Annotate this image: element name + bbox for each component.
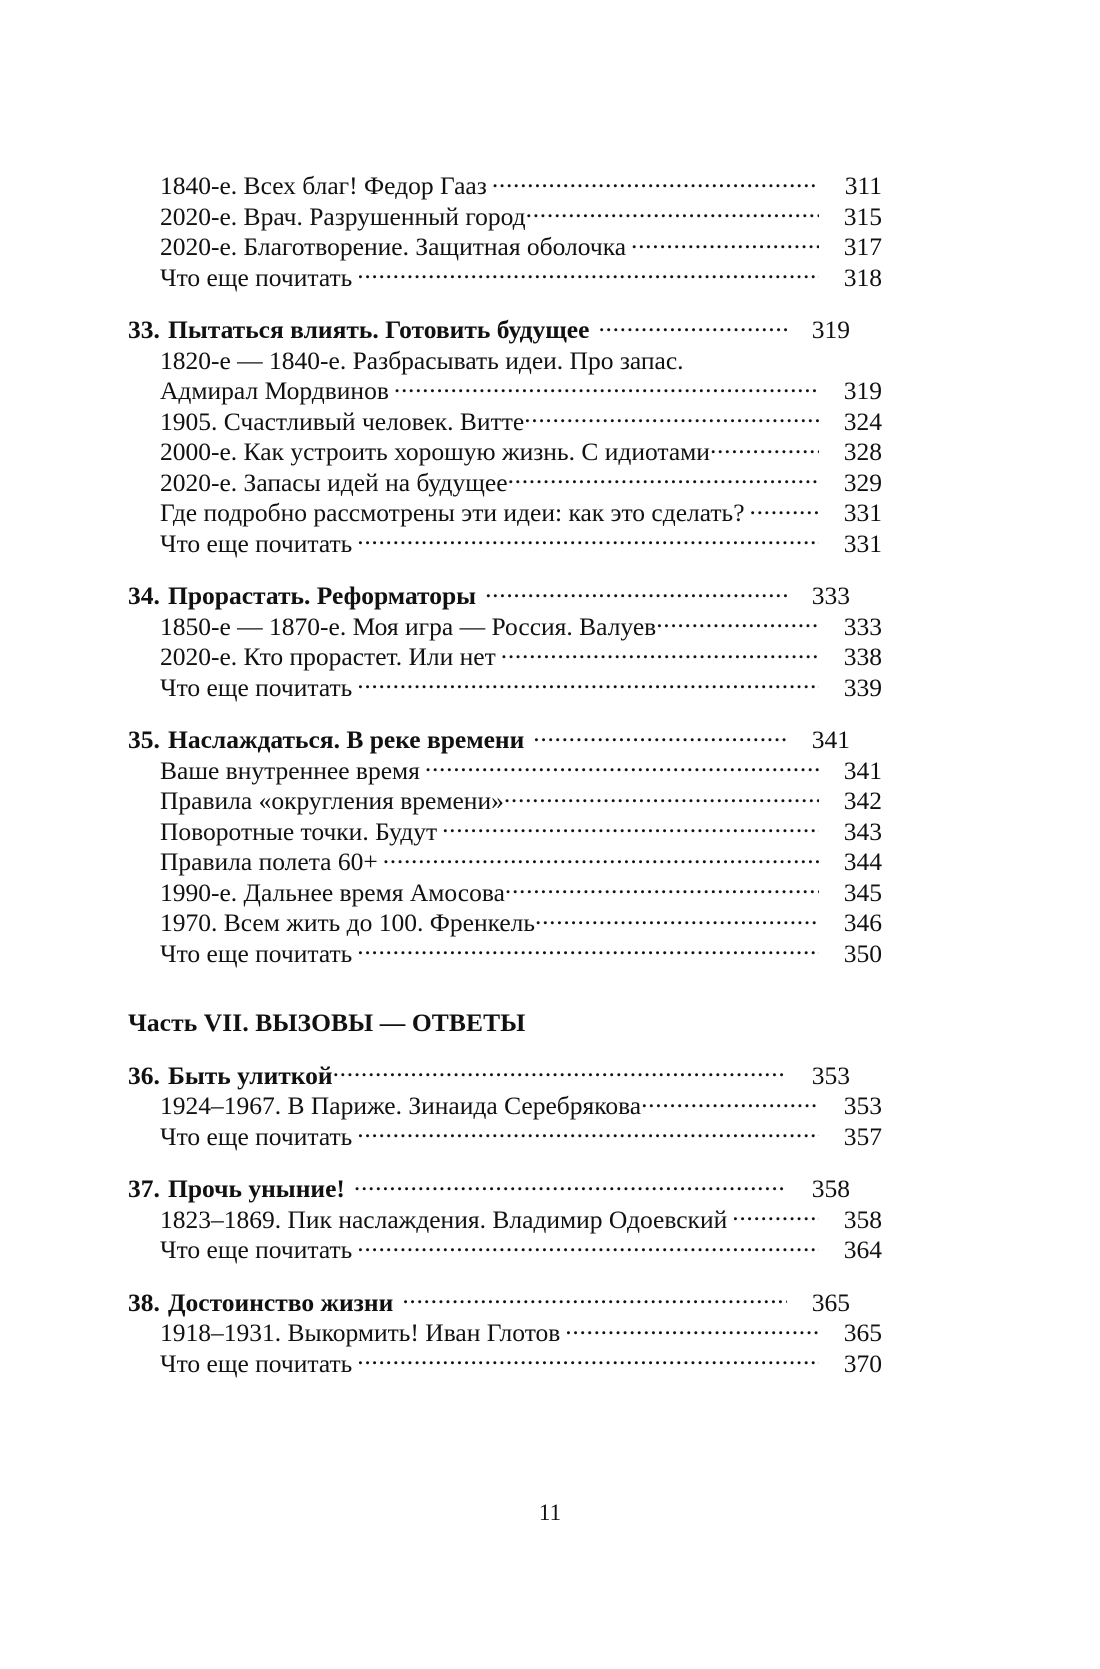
chapter-number: 35. (128, 725, 160, 754)
entry-title: Что еще почитать (160, 1235, 353, 1264)
page-number: 344 (843, 847, 882, 876)
entry-title: 1820-е — 1840-е. Разбрасывать идеи. Про запас. (160, 345, 684, 375)
chapter-title: Пытаться влиять. Готовить будущее (168, 315, 590, 344)
page-number: 324 (843, 406, 882, 436)
entry-title: Правила «округления времени» (160, 786, 504, 815)
chapter-title: Наслаждаться. В реке времени (168, 725, 525, 754)
toc-chapter-row[interactable] (128, 1060, 850, 1090)
chapter-title: Прочь уныние! (168, 1174, 345, 1203)
toc-chapter-row[interactable] (128, 727, 850, 753)
toc-chapter-group (128, 315, 882, 558)
dot-leader (357, 1129, 819, 1145)
toc-entry-row[interactable] (160, 500, 882, 526)
entry-title: Где подробно рассмотрены эти идеи: как это сделать? (160, 498, 745, 527)
toc-entry-row[interactable] (160, 788, 882, 814)
page-number: 358 (811, 1174, 850, 1203)
entry-title: 1840-е. Всех благ! Федор Гааз (160, 171, 487, 200)
entry-title: Адмирал Мордвинов (160, 376, 389, 405)
entry-title: Что еще почитать (160, 938, 353, 968)
page-number: 319 (811, 315, 850, 344)
entry-title: Что еще почитать (160, 1348, 353, 1378)
dot-leader (501, 649, 819, 665)
entry-title: 1924–1967. В Париже. Зинаида Серебрякова (160, 1091, 642, 1120)
toc-chapter-group (128, 1287, 882, 1378)
dot-leader (394, 383, 819, 399)
toc-continued-group (128, 171, 882, 292)
page-number: 333 (811, 581, 850, 610)
toc-entry-row[interactable] (160, 528, 882, 558)
page-number: 331 (843, 528, 882, 558)
dot-leader (750, 505, 819, 521)
toc-entry-row[interactable] (160, 611, 882, 641)
chapter-number: 36. (128, 1060, 160, 1090)
page-number: 317 (843, 232, 882, 261)
dot-leader (357, 270, 819, 286)
toc-chapter-row[interactable] (128, 1176, 850, 1202)
chapter-number: 38. (128, 1287, 160, 1317)
dot-leader (485, 588, 787, 604)
entry-title: Правила полета 60+ (160, 847, 378, 876)
dot-leader (508, 475, 819, 491)
toc-entry-row[interactable] (160, 1237, 882, 1263)
chapter-number: 34. (128, 581, 160, 610)
page-number: 338 (843, 642, 882, 671)
dot-leader (492, 178, 819, 194)
entry-title: 1850-е — 1870-е. Моя игра — Россия. Валуев (160, 611, 657, 641)
toc-entry-row[interactable] (160, 1320, 882, 1346)
entry-title: 2020-е. Запасы идей на будущее (160, 467, 508, 497)
entry-title: Что еще почитать (160, 528, 353, 558)
toc-entry-row[interactable] (160, 201, 882, 231)
dot-leader (504, 793, 819, 809)
dot-leader (656, 619, 819, 635)
toc-chapter-group (128, 725, 882, 968)
dot-leader (354, 1181, 787, 1197)
toc-entry-row[interactable] (160, 849, 882, 875)
dot-leader (641, 1098, 819, 1114)
page-number: 311 (844, 171, 882, 200)
page-number: 318 (843, 262, 882, 292)
entry-title: Ваше внутреннее время (160, 755, 420, 785)
toc-entry-row[interactable] (160, 1204, 882, 1234)
page-number: 353 (811, 1060, 850, 1090)
toc-entry-row[interactable] (160, 644, 882, 670)
dot-leader (565, 1325, 819, 1341)
entry-title: 1970. Всем жить до 100. Френкель (160, 908, 536, 937)
page-number: 319 (843, 376, 882, 405)
dot-leader (524, 414, 819, 430)
toc-entry-row[interactable] (160, 1093, 882, 1119)
chapter-number: 37. (128, 1174, 160, 1203)
toc-entry-row[interactable] (160, 378, 882, 404)
chapter-number: 33. (128, 315, 160, 344)
dot-leader (357, 536, 819, 552)
toc-entry-row[interactable] (160, 1121, 882, 1151)
toc-chapter-row[interactable] (128, 317, 850, 343)
dot-leader (383, 854, 819, 870)
toc-entry-row[interactable] (160, 439, 882, 465)
toc-entry-row[interactable] (160, 910, 882, 936)
page-number: 357 (843, 1121, 882, 1151)
toc-entry-row[interactable] (160, 234, 882, 260)
toc-entry-row[interactable] (160, 345, 882, 375)
entry-title: 1990-е. Дальнее время Амосова (160, 877, 505, 907)
entry-title: Что еще почитать (160, 672, 353, 702)
page-folio: 11 (538, 1500, 562, 1525)
page-number: 364 (843, 1235, 882, 1264)
toc-entry-row[interactable] (160, 1348, 882, 1378)
toc-entry-row[interactable] (160, 173, 882, 199)
toc-chapter-row[interactable] (128, 583, 850, 609)
dot-leader (357, 680, 819, 696)
chapter-title: Прорастать. Реформаторы (168, 581, 477, 610)
entry-title: 2020-е. Врач. Разрушенный город (160, 201, 526, 231)
dot-leader (357, 946, 819, 962)
page-number: 343 (843, 816, 882, 846)
toc-entry-row[interactable] (160, 877, 882, 907)
entry-title: 1918–1931. Выкормить! Иван Глотов (160, 1318, 561, 1347)
dot-leader (357, 1356, 819, 1372)
toc-entry-row[interactable] (160, 755, 882, 785)
entry-title: 2000-е. Как устроить хорошую жизнь. С идиотами (160, 437, 710, 466)
dot-leader (598, 322, 787, 338)
page-number: 315 (843, 201, 882, 231)
toc-entry-row[interactable] (160, 262, 882, 292)
dot-leader (505, 885, 819, 901)
page-number: 353 (843, 1091, 882, 1120)
page-number: 345 (843, 877, 882, 907)
entry-title: Что еще почитать (160, 1121, 353, 1151)
toc-chapter-row[interactable] (128, 1287, 850, 1317)
toc-chapter-group (128, 1060, 882, 1151)
dot-leader (533, 732, 787, 748)
dot-leader (526, 209, 819, 225)
chapter-title: Достоинство жизни (168, 1287, 394, 1317)
entry-title: Поворотные точки. Будут (160, 816, 438, 846)
page-number: 350 (843, 938, 882, 968)
toc-entry-row[interactable] (160, 467, 882, 497)
dot-leader (425, 763, 819, 779)
toc-entry-row[interactable] (160, 816, 882, 846)
toc-entry-row[interactable] (160, 406, 882, 436)
toc-chapter-group (128, 581, 882, 702)
chapter-title: Быть улиткой (168, 1060, 333, 1090)
page-number: 365 (811, 1287, 850, 1317)
page-number: 341 (843, 755, 882, 785)
entry-title: Что еще почитать (160, 262, 353, 292)
toc-chapter-group (128, 1174, 882, 1264)
toc-entry-row[interactable] (160, 938, 882, 968)
page-number: 333 (843, 611, 882, 641)
dot-leader (333, 1068, 787, 1084)
page-number: 341 (811, 725, 850, 754)
dot-leader (535, 915, 819, 931)
entry-title: 1905. Счастливый человек. Витте (160, 406, 525, 436)
entry-title: 1823–1869. Пик наслаждения. Владимир Одоевский (160, 1204, 728, 1234)
part-heading: Часть VII. ВЫЗОВЫ — ОТВЕТЫ (128, 1008, 526, 1037)
dot-leader (442, 824, 819, 840)
page-number: 365 (843, 1318, 882, 1347)
page-number: 358 (843, 1204, 882, 1234)
page-number: 370 (843, 1348, 882, 1378)
page-number: 328 (843, 437, 882, 466)
dot-leader (631, 239, 819, 255)
dot-leader (402, 1295, 787, 1311)
table-of-contents (128, 168, 882, 1378)
dot-leader (710, 444, 819, 460)
toc-entry-row[interactable] (160, 672, 882, 702)
dot-leader (357, 1242, 819, 1258)
entry-title: 2020-е. Благотворение. Защитная оболочка (160, 232, 627, 261)
page-number: 342 (843, 786, 882, 815)
entry-title: 2020-е. Кто прорастет. Или нет (160, 642, 496, 671)
page-number: 346 (843, 908, 882, 937)
page-number: 331 (843, 498, 882, 527)
page-number: 329 (843, 467, 882, 497)
page-number: 339 (843, 672, 882, 702)
dot-leader (732, 1212, 819, 1228)
